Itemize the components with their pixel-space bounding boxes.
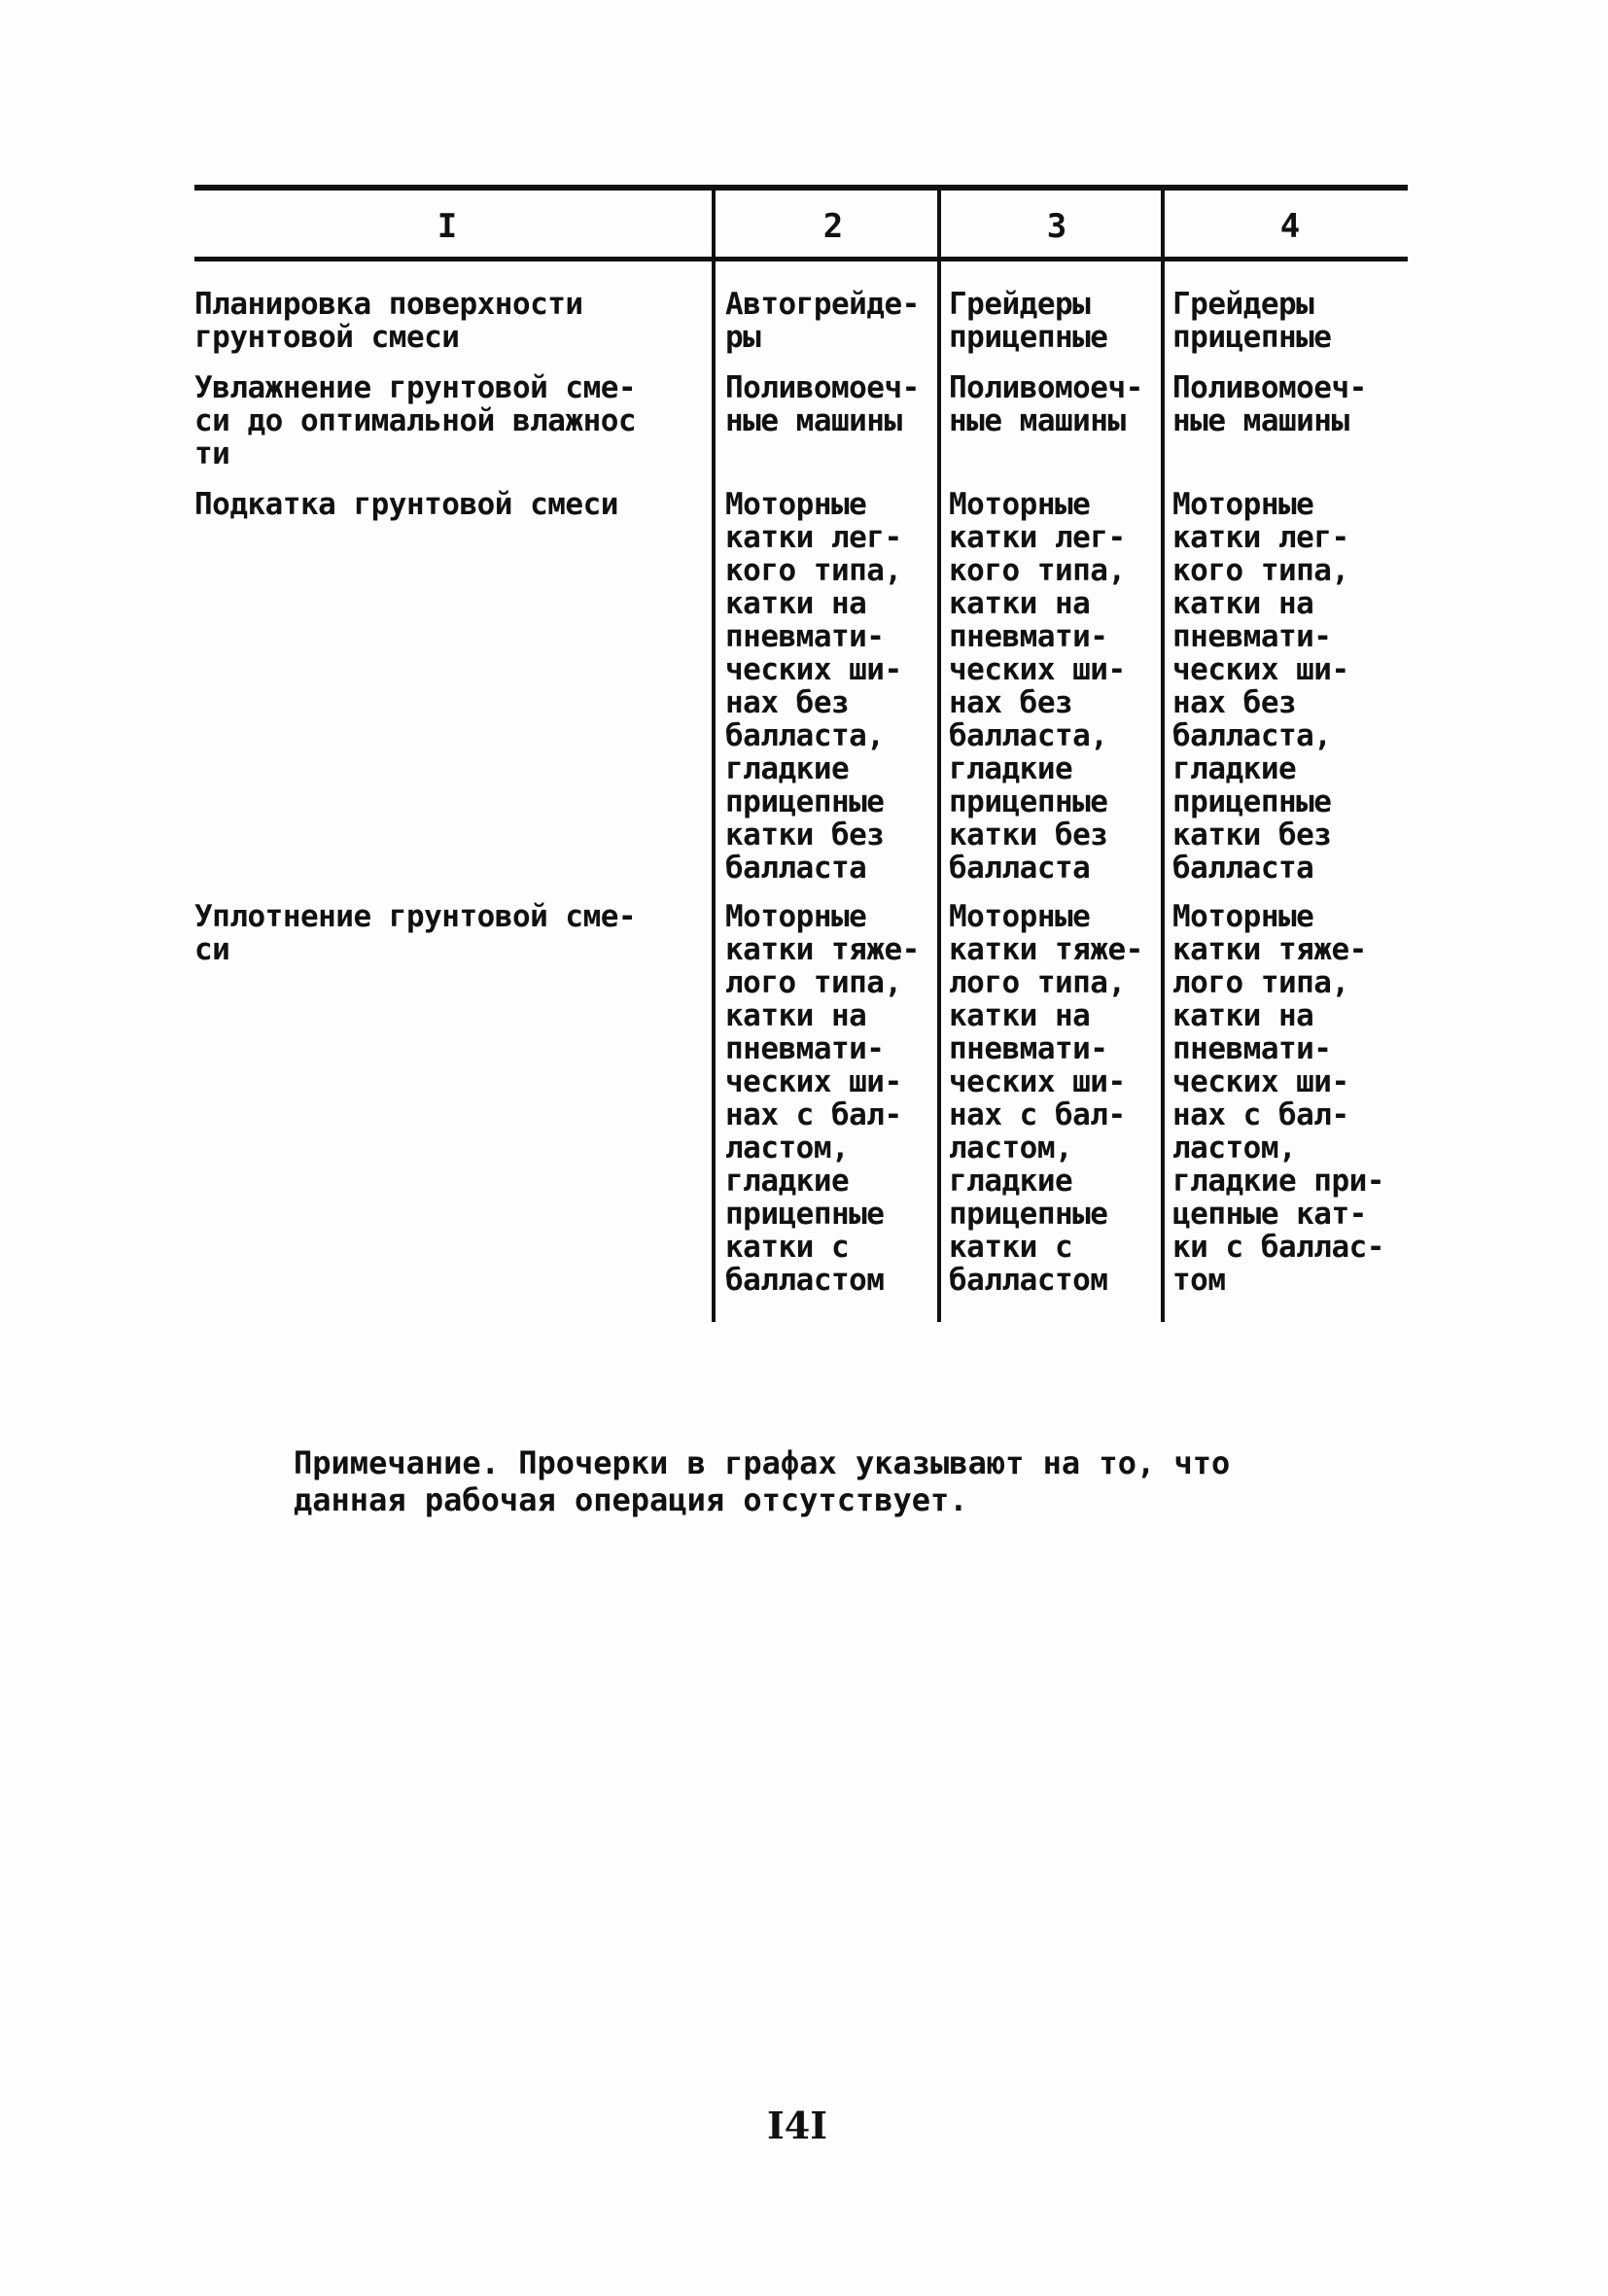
row-4-operation: Уплотнение грунтовой сме- си bbox=[194, 899, 637, 967]
table-note: Примечание. Прочерки в графах указывают на то, что данная рабочая операция отсутствует. bbox=[294, 1444, 1231, 1518]
row-1-col-2: Автогрейде- ры bbox=[725, 287, 920, 355]
table-header-rule bbox=[194, 257, 1408, 261]
row-4-col-4: Моторные катки тяже- лого типа, катки на пневмати- ческих ши- нах с бал- ластом, гладкие при- цепные кат- ки с баллас- том bbox=[1172, 899, 1384, 1298]
row-3-operation: Подкатка грунтовой смеси bbox=[194, 487, 618, 522]
row-4-col-2: Моторные катки тяже- лого типа, катки на пневмати- ческих ши- нах с бал- ластом, гладкие прицепные катки с балластом bbox=[725, 899, 920, 1298]
row-3-col-4: Моторные катки лег- кого типа, катки на пневмати- ческих ши- нах без балласта, гладкие прицепные катки без балласта bbox=[1172, 487, 1349, 886]
row-2-col-2: Поливомоеч- ные машины bbox=[725, 370, 920, 438]
row-2-col-3: Поливомоеч- ные машины bbox=[949, 370, 1143, 438]
header-cell-2: 2 bbox=[822, 207, 844, 246]
row-3-col-3: Моторные катки лег- кого типа, катки на пневмати- ческих ши- нах без балласта, гладкие прицепные катки без балласта bbox=[949, 487, 1126, 886]
row-1-operation: Планировка поверхности грунтовой смеси bbox=[194, 287, 583, 355]
page-number: I4I bbox=[767, 2104, 827, 2147]
header-cell-1: I bbox=[437, 207, 458, 246]
row-2-operation: Увлажнение грунтовой сме- си до оптимальной влажнос ти bbox=[194, 370, 637, 471]
table-top-rule bbox=[194, 185, 1408, 191]
row-4-col-3: Моторные катки тяже- лого типа, катки на пневмати- ческих ши- нах с бал- ластом, гладкие прицепные катки с балластом bbox=[949, 899, 1143, 1298]
header-cell-4: 4 bbox=[1279, 207, 1301, 246]
row-2-col-4: Поливомоеч- ные машины bbox=[1172, 370, 1367, 438]
column-divider-1 bbox=[712, 185, 716, 1322]
row-1-col-3: Грейдеры прицепные bbox=[949, 287, 1108, 355]
row-1-col-4: Грейдеры прицепные bbox=[1172, 287, 1332, 355]
row-3-col-2: Моторные катки лег- кого типа, катки на пневмати- ческих ши- нах без балласта, гладкие прицепные катки без балласта bbox=[725, 487, 902, 886]
header-cell-3: 3 bbox=[1046, 207, 1067, 246]
